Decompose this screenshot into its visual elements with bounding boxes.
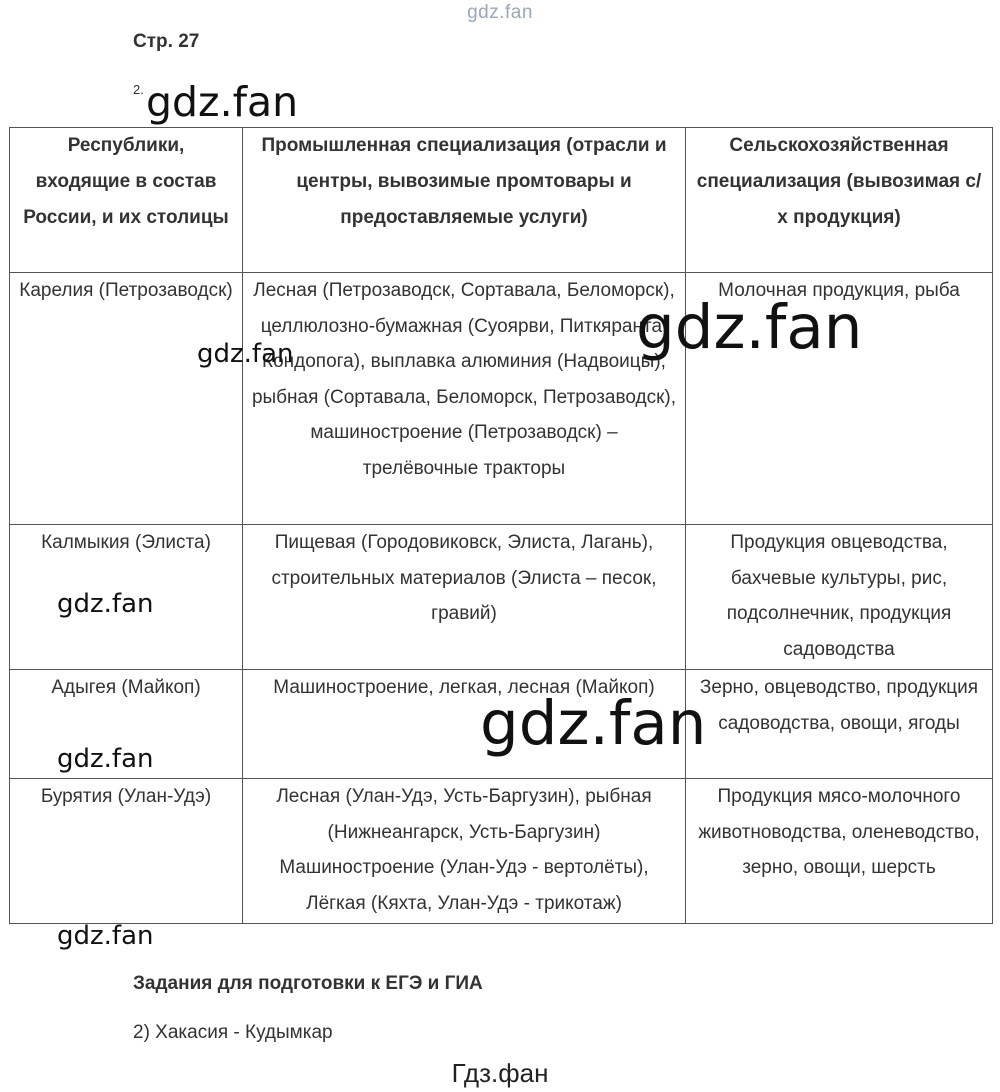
cell-industry: Машиностроение, легкая, лесная (Майкоп)	[243, 670, 686, 779]
cell-industry: Пищевая (Городовиковск, Элиста, Лагань), строительных материалов (Элиста – песок, гравий)	[243, 525, 686, 670]
cell-agriculture: Молочная продукция, рыба	[686, 273, 993, 525]
cell-agriculture: Продукция мясо-молочного животноводства, оленеводство, зерно, овощи, шерсть	[686, 779, 993, 924]
table-row	[10, 779, 993, 924]
watermark-overlay: gdz.fan	[197, 339, 294, 369]
task-watermark: gdz.fan	[146, 78, 299, 126]
cell-republic: Бурятия (Улан-Удэ)	[10, 779, 243, 924]
cell-republic: Калмыкия (Элиста)	[10, 525, 243, 670]
watermark-overlay: gdz.fan	[57, 589, 154, 619]
header-republics: Республики, входящие в состав России, и их столицы	[10, 128, 243, 273]
task-number: 2.	[133, 82, 144, 97]
table-row	[10, 525, 993, 670]
watermark-overlay: gdz.fan	[57, 744, 154, 774]
cell-industry: Лесная (Улан-Удэ, Усть-Баргузин), рыбная (Нижнеангарск, Усть-Баргузин) Машиностроение (Улан-Удэ - вертолёты), Лёгкая (Кяхта, Улан-Удэ - трикотаж)	[243, 779, 686, 924]
table-header-row	[10, 128, 993, 273]
page-label: Стр. 27	[133, 31, 200, 52]
header-agriculture: Сельскохозяйственная специализация (вывозимая с/х продукция)	[686, 128, 993, 273]
cell-agriculture: Зерно, овцеводство, продукция садоводства, овощи, ягоды	[686, 670, 993, 779]
cell-industry: Лесная (Петрозаводск, Сортавала, Беломорск), целлюлозно-бумажная (Суоярви, Питкяранта, Кондопога), выплавка алюминия (Надвоицы), рыбная (Сортавала, Беломорск, Петрозаводск), машиностроение (Петрозаводск) – трелёвочные тракторы	[243, 273, 686, 525]
specialization-table	[9, 127, 993, 924]
header-industry: Промышленная специализация (отрасли и центры, вывозимые промтовары и предоставляемые услуги)	[243, 128, 686, 273]
watermark-overlay: gdz.fan	[480, 688, 707, 759]
cell-republic: Адыгея (Майкоп)	[10, 670, 243, 779]
exam-answer: 2) Хакасия - Кудымкар	[133, 1022, 333, 1043]
watermark-overlay: gdz.fan	[57, 921, 154, 951]
footer-watermark: Гдз.фан	[451, 1058, 549, 1088]
cell-republic: Карелия (Петрозаводск)	[10, 273, 243, 525]
cell-agriculture: Продукция овцеводства, бахчевые культуры, рис, подсолнечник, продукция садоводства	[686, 525, 993, 670]
watermark-overlay: gdz.fan	[636, 292, 863, 363]
exam-section-title: Задания для подготовки к ЕГЭ и ГИА	[133, 973, 483, 994]
header-watermark: gdz.fan	[467, 2, 533, 23]
